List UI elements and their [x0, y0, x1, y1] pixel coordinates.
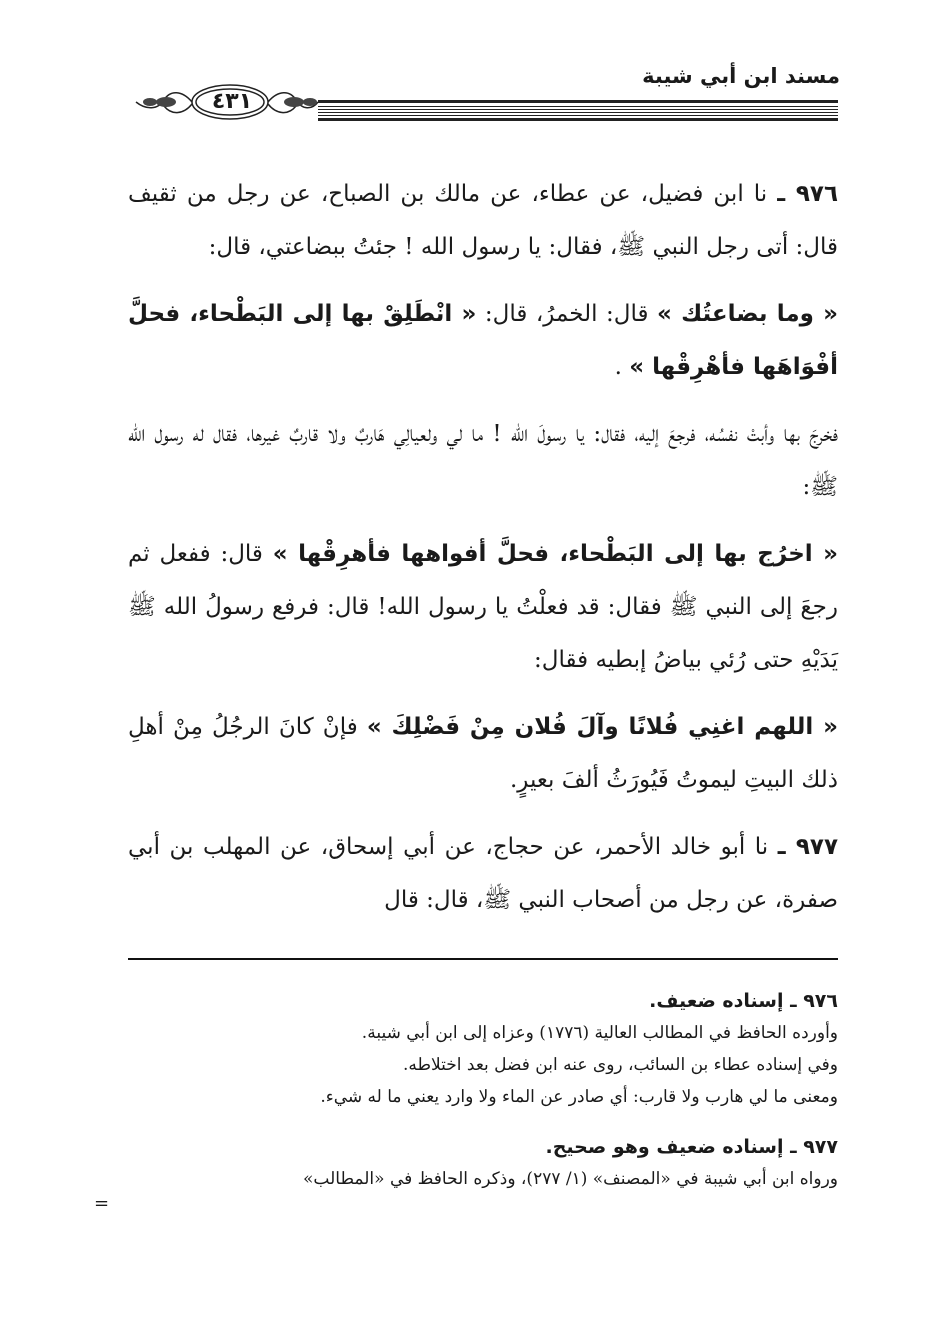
paragraph-text: قال: ففعل ثم رجعَ إلى النبي ﷺ فقال: قد فعلْتُ يا رسول الله! قال: فرفع رسولُ الله ﷺ يَدَيْهِ حتى رُئي بياضُ إبطيه فقال:: [128, 541, 838, 673]
footnote-divider: [128, 958, 838, 960]
paragraph: [128, 288, 838, 394]
footnotes: [128, 985, 838, 1195]
paragraph-text: فخرجَ بها وأبتْ نفسُه، فرجعَ إليه، فقال: يا رسولَ الله ! ما لي ولعيالِي هَاربٌ ولا قاربٌ غيرها، فقال له رسول الله ﷺ:: [128, 421, 838, 500]
hadith-number: ٩٧٧ ـ: [777, 834, 838, 860]
footnote-heading: ٩٧٦ ـ إسناده ضعيف.: [649, 990, 838, 1012]
paragraph: [128, 408, 838, 514]
running-title: مسند ابن أبي شيبة: [642, 64, 840, 88]
hadith-number: ٩٧٦ ـ: [777, 181, 839, 207]
paragraph: [128, 701, 838, 807]
paragraph-text: فإنْ كانَ الرجُلُ مِنْ أهلِ ذلك البيتِ ليموتُ فَيُورَثُ ألفَ بعيرٍ.: [128, 714, 838, 793]
footnote-line: ورواه ابن أبي شيبة في «المصنف» (١/ ٢٧٧)، وذكره الحافظ في «المطالب»: [303, 1169, 838, 1189]
footnote-heading: ٩٧٧ ـ إسناده ضعيف وهو صحيح.: [545, 1136, 838, 1158]
footnote-line: ومعنى ما لي هارب ولا قارب: أي صادر عن الماء ولا وارد يعني ما له شيء.: [320, 1087, 838, 1107]
hadith-976: [128, 168, 838, 274]
quote: « وما بضاعتُك »: [657, 301, 838, 327]
header-rules: [318, 100, 838, 124]
paragraph-text: نا أبو خالد الأحمر، عن حجاج، عن أبي إسحاق، عن المهلب بن أبي صفرة، عن رجل من أصحاب النبي ﷺ، قال: قال: [128, 834, 838, 913]
paragraph-text: .: [614, 354, 622, 380]
footnote-line: وفي إسناده عطاء بن السائب، روى عنه ابن فضل بعد اختلاطه.: [402, 1055, 838, 1075]
footnote-line: وأورده الحافظ في المطالب العالية (١٧٧٦) وعزاه إلى ابن أبي شيبة.: [361, 1023, 838, 1043]
quote: « اخرُج بها إلى البَطْحاء، فحلَّ أفواهها فأهرِقْها »: [272, 541, 839, 567]
quote: « انْطَلِقْ بها إلى البَطْحاء، فحلَّ أفْوَاهَها فأهْرِقْها »: [128, 301, 838, 380]
hadith-977: [128, 821, 838, 927]
paragraph-text: قال: الخمرُ، قال:: [484, 301, 649, 327]
continuation-mark: =: [94, 1193, 110, 1214]
quote: « اللهم اغنِي فُلانًا وآلَ فُلان مِنْ فَضْلِكَ »: [366, 714, 838, 740]
paragraph-text: نا ابن فضيل، عن عطاء، عن مالك بن الصباح، عن رجل من ثقيف قال: أتى رجل النبي ﷺ، فقال: يا رسول الله ! جئتُ ببضاعتي، قال:: [128, 181, 838, 260]
paragraph: [128, 528, 838, 687]
page-number: ٤٣١: [211, 89, 253, 114]
main-text: [128, 168, 838, 941]
